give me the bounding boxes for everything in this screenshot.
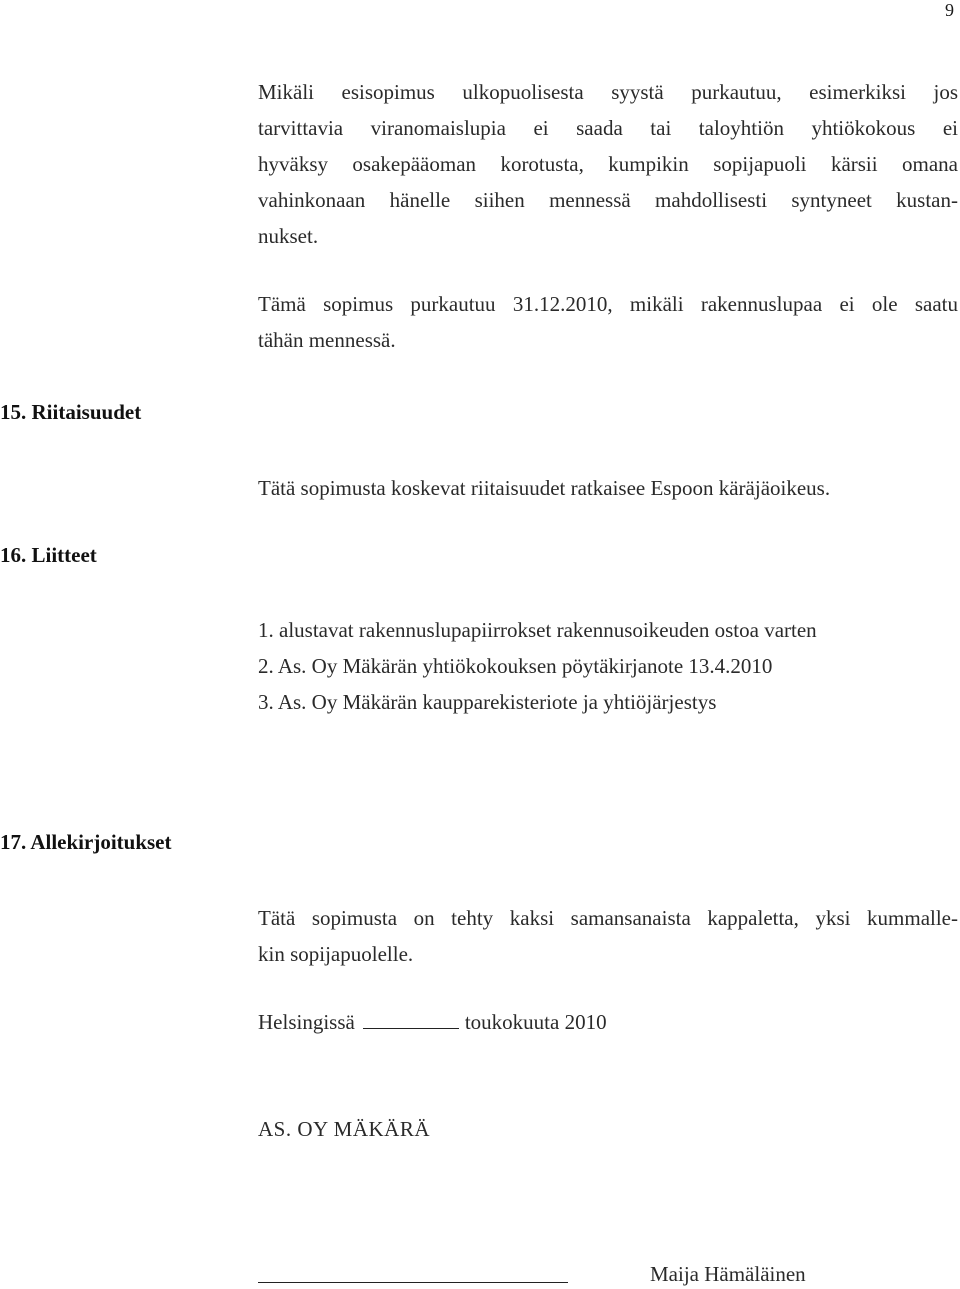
date-blank-line — [363, 1028, 459, 1029]
paragraph-line: Tämä sopimus purkautuu 31.12.2010, mikäli rakennuslupaa ei ole saatu — [258, 292, 958, 316]
paragraph-line: tarvittavia viranomaislupia ei saada tai taloyhtiön yhtiökokous ei — [258, 116, 958, 140]
paragraph-line: kin sopijapuolelle. — [258, 942, 414, 966]
deadline-paragraph — [258, 286, 958, 358]
paragraph-line: tähän mennessä. — [258, 328, 396, 352]
paragraph-line: Mikäli esisopimus ulkopuolisesta syystä purkautuu, esimerkiksi jos — [258, 80, 958, 104]
paragraph-line: hyväksy osakepääoman korotusta, kumpikin sopijapuoli kärsii omana — [258, 152, 958, 176]
section-15-text: Tätä sopimusta koskevat riitaisuudet ratkaisee Espoon käräjäoikeus. — [258, 476, 831, 500]
section-15-heading: 15. Riitaisuudet — [0, 400, 142, 424]
page-number: 9 — [945, 0, 954, 20]
list-item: 1. alustavat rakennuslupapiirrokset rakennusoikeuden ostoa varten — [258, 618, 817, 642]
termination-paragraph — [258, 74, 958, 254]
section-17-heading: 17. Allekirjoitukset — [0, 830, 172, 854]
paragraph-line: nukset. — [258, 224, 319, 248]
paragraph-line: Tätä sopimusta on tehty kaksi samansanaista kappaletta, yksi kummalle- — [258, 906, 958, 930]
list-item: 3. As. Oy Mäkärän kaupparekisteriote ja yhtiöjärjestys — [258, 690, 717, 714]
signing-month-year: toukokuuta 2010 — [464, 1010, 607, 1034]
attachments-list — [258, 612, 817, 720]
section-17-text — [258, 900, 958, 972]
signer-name: Maija Hämäläinen — [650, 1262, 806, 1286]
paragraph-line: vahinkonaan hänelle siihen mennessä mahdollisesti syntyneet kustan- — [258, 188, 958, 212]
signing-place: Helsingissä — [258, 1010, 355, 1034]
section-16-heading: 16. Liitteet — [0, 543, 97, 567]
company-name: AS. OY MÄKÄRÄ — [258, 1117, 430, 1141]
signature-line — [258, 1282, 568, 1283]
list-item: 2. As. Oy Mäkärän yhtiökokouksen pöytäkirjanote 13.4.2010 — [258, 654, 773, 678]
signing-place-date — [258, 1010, 607, 1035]
